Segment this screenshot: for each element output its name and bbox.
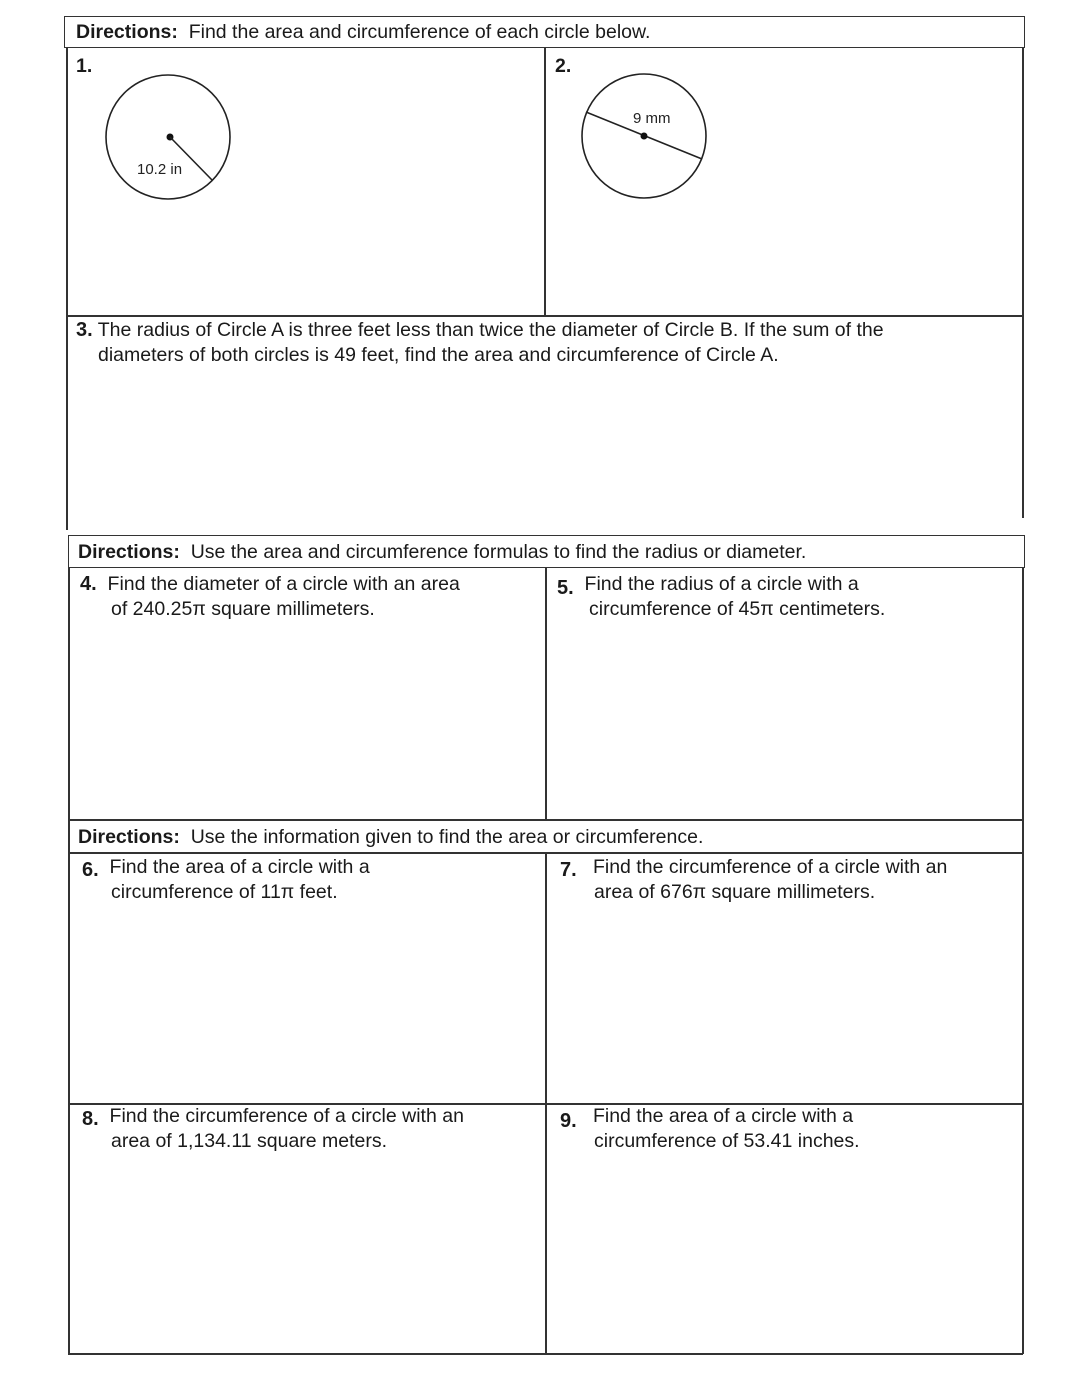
directions-2 — [78, 539, 806, 565]
circle-2-label: 9 mm — [633, 110, 671, 127]
problem-2-number: 2. — [555, 55, 572, 77]
left-border-2 — [68, 568, 70, 1354]
problem-8-line-2: area of 1,134.11 square meters. — [111, 1130, 388, 1152]
problem-6-line-2: circumference of 11π feet. — [111, 881, 338, 903]
problem-3-line-1: The radius of Circle A is three feet less than twice the diameter of Circle B. If the sum of the — [97, 319, 884, 341]
problem-4-number: 4. — [80, 573, 97, 595]
directions-label: Directions: — [76, 21, 178, 43]
problem-7-number: 7. — [560, 859, 577, 881]
directions-text: Find the area and circumference of each circle below. — [188, 21, 651, 43]
problem-6-number: 6. — [82, 859, 99, 881]
problem-4-line-2: of 240.25π square millimeters. — [111, 598, 375, 620]
directions-3 — [78, 824, 703, 850]
bottom-border — [68, 1353, 1023, 1355]
directions-text: Use the information given to find the area or circumference. — [190, 826, 704, 848]
directions-text: Use the area and circumference formulas to find the radius or diameter. — [190, 541, 807, 563]
problem-9 — [560, 1104, 1015, 1154]
directions-label: Directions: — [78, 826, 180, 848]
circle-2-figure — [578, 72, 710, 202]
problem-6 — [82, 855, 537, 905]
problem-5-line-1: Find the radius of a circle with a — [584, 573, 859, 595]
divider-4-5 — [545, 568, 547, 820]
problem-6-line-1: Find the area of a circle with a — [109, 856, 370, 878]
problem-9-line-1: Find the area of a circle with a — [592, 1105, 854, 1127]
problem-8-number: 8. — [82, 1108, 99, 1130]
problem-1-number: 1. — [76, 55, 93, 77]
problem-7-line-1: Find the circumference of a circle with an — [592, 856, 948, 878]
problem-3-number: 3. — [76, 319, 93, 341]
problem-5 — [557, 572, 1012, 622]
problem-8-line-1: Find the circumference of a circle with an — [109, 1105, 464, 1127]
problem-3-line-2: diameters of both circles is 49 feet, find the area and circumference of Circle A. — [98, 344, 779, 366]
problem-7 — [560, 855, 1015, 905]
circle-1-label: 10.2 in — [137, 161, 183, 178]
row-divider-2 — [68, 819, 1023, 821]
right-border-2 — [1022, 568, 1024, 1354]
right-border-1 — [1022, 48, 1024, 518]
problem-5-line-2: circumference of 45π centimeters. — [589, 598, 886, 620]
problem-3 — [76, 318, 1016, 368]
divider-1-2 — [544, 48, 546, 316]
left-border-1 — [66, 48, 68, 530]
problem-9-line-2: circumference of 53.41 inches. — [594, 1130, 860, 1152]
circle-2-center — [641, 133, 648, 140]
problem-4 — [80, 572, 535, 622]
problem-8 — [82, 1104, 537, 1154]
circle-1-figure — [100, 74, 236, 204]
directions-1 — [76, 19, 650, 45]
row-divider-1 — [66, 315, 1023, 317]
problem-5-number: 5. — [557, 577, 574, 599]
directions-label: Directions: — [78, 541, 180, 563]
problem-9-number: 9. — [560, 1110, 577, 1132]
problem-7-line-2: area of 676π square millimeters. — [594, 881, 876, 903]
problem-4-line-1: Find the diameter of a circle with an area — [107, 573, 460, 595]
